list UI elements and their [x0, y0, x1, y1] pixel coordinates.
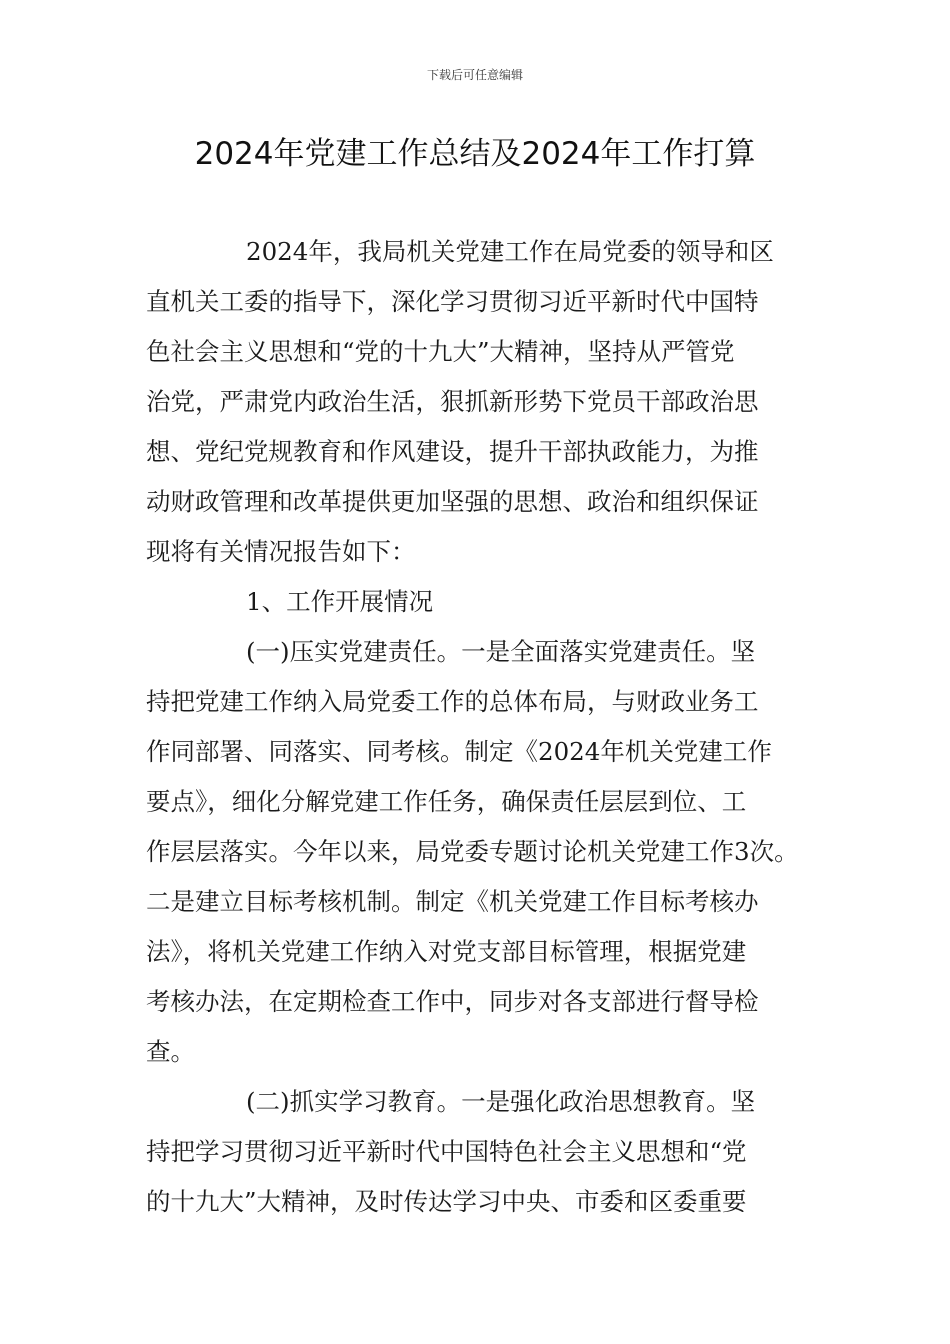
text-line: 持把学习贯彻习近平新时代中国特色社会主义思想和“党	[146, 1137, 747, 1166]
text-line: (一)压实党建责任。一是全面落实党建责任。坚	[246, 637, 756, 666]
document-body	[146, 227, 818, 1227]
header-note: 下载后可任意编辑	[426, 68, 523, 82]
text-line: 二是建立目标考核机制。制定《机关党建工作目标考核办	[146, 887, 759, 916]
text-line: 现将有关情况报告如下：	[146, 537, 416, 566]
text-line: 直机关工委的指导下，深化学习贯彻习近平新时代中国特	[146, 287, 759, 316]
text-line: 作层层落实。今年以来，局党委专题讨论机关党建工作3次。	[146, 837, 799, 866]
text-line: 要点》，细化分解党建工作任务，确保责任层层到位、工	[146, 787, 747, 816]
text-line: 想、党纪党规教育和作风建设，提升干部执政能力，为推	[146, 437, 759, 466]
text-line: (二)抓实学习教育。一是强化政治思想教育。坚	[246, 1087, 756, 1116]
text-line: 治党，严肃党内政治生活，狠抓新形势下党员干部政治思	[146, 387, 759, 416]
text-line: 1、工作开展情况	[246, 587, 434, 616]
text-line: 考核办法，在定期检查工作中，同步对各支部进行督导检	[146, 987, 759, 1016]
text-line: 2024年，我局机关党建工作在局党委的领导和区	[246, 237, 774, 266]
document-title: 2024年党建工作总结及2024年工作打算	[194, 136, 756, 172]
text-line: 法》，将机关党建工作纳入对党支部目标管理，根据党建	[146, 937, 747, 966]
text-line: 动财政管理和改革提供更加坚强的思想、政治和组织保证	[146, 487, 759, 516]
text-line: 的十九大”大精神，及时传达学习中央、市委和区委重要	[146, 1187, 747, 1216]
text-line: 持把党建工作纳入局党委工作的总体布局，与财政业务工	[146, 687, 759, 716]
text-line: 查。	[146, 1037, 195, 1066]
text-line: 作同部署、同落实、同考核。制定《2024年机关党建工作	[146, 737, 772, 766]
text-line: 色社会主义思想和“党的十九大”大精神，坚持从严管党	[146, 337, 735, 366]
